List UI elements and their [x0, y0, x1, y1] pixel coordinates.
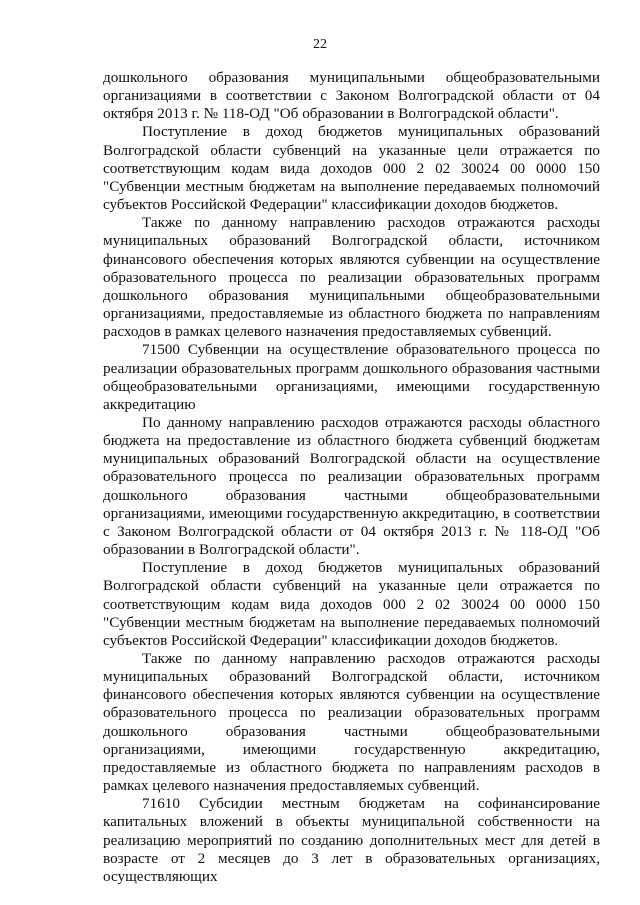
- section-heading-71500: 71500 Субвенции на осуществление образовательного процесса по реализации образовательных программ дошкольного образования частными общеобразовательными организациями, имеющими государственную аккредитацию: [103, 341, 600, 413]
- paragraph-municipal-expenses: Также по данному направлению расходов отражаются расходы муниципальных образований Волгоградской области, источником финансового обеспечения которых являются субвенции на осуществление образовательного процесса по реализации образовательных программ дошкольного образования муниципальными общеобразовательными организациями, предоставляемые из областного бюджета по направлениям расходов в рамках целевого назначения предоставляемых субвенций.: [103, 214, 600, 341]
- paragraph-continuation: дошкольного образования муниципальными общеобразовательными организациями в соответствии с Законом Волгоградской области от 04 октября 2013 г. № 118-ОД "Об образовании в Волгоградской области".: [103, 69, 600, 123]
- paragraph-municipal-expenses-2: Также по данному направлению расходов отражаются расходы муниципальных образований Волгоградской области, источником финансового обеспечения которых являются субвенции на осуществление образовательного процесса по реализации образовательных программ дошкольного образования частными общеобразовательными организациями, имеющими государственную аккредитацию, предоставляемые из областного бюджета по направлениям расходов в рамках целевого назначения предоставляемых субвенций.: [103, 650, 600, 795]
- paragraph-revenue-receipt: Поступление в доход бюджетов муниципальных образований Волгоградской области субвенций на указанные цели отражается по соответствующим кодам вида доходов 000 2 02 30024 00 0000 150 "Субвенции местным бюджетам на выполнение передаваемых полномочий субъектов Российской Федерации" классификации доходов бюджетов.: [103, 123, 600, 214]
- document-body: [103, 69, 600, 886]
- page-number: 22: [313, 37, 327, 52]
- section-heading-71610: 71610 Субсидии местным бюджетам на софинансирование капитальных вложений в объекты муниципальной собственности на реализацию мероприятий по созданию дополнительных мест для детей в возрасте от 2 месяцев до 3 лет в образовательных организациях, осуществляющих: [103, 795, 600, 885]
- paragraph-regional-expenses: По данному направлению расходов отражаются расходы областного бюджета на предоставление из областного бюджета субвенций бюджетам муниципальных образований Волгоградской области на осуществление образовательного процесса по реализации образовательных программ дошкольного образования частными общеобразовательными организациями, имеющими государственную аккредитацию, в соответствии с Законом Волгоградской области от 04 октября 2013 г. № 118-ОД "Об образовании в Волгоградской области".: [103, 413, 600, 559]
- paragraph-revenue-receipt-2: Поступление в доход бюджетов муниципальных образований Волгоградской области субвенций на указанные цели отражается по соответствующим кодам вида доходов 000 2 02 30024 00 0000 150 "Субвенции местным бюджетам на выполнение передаваемых полномочий субъектов Российской Федерации" классификации доходов бюджетов.: [103, 559, 600, 649]
